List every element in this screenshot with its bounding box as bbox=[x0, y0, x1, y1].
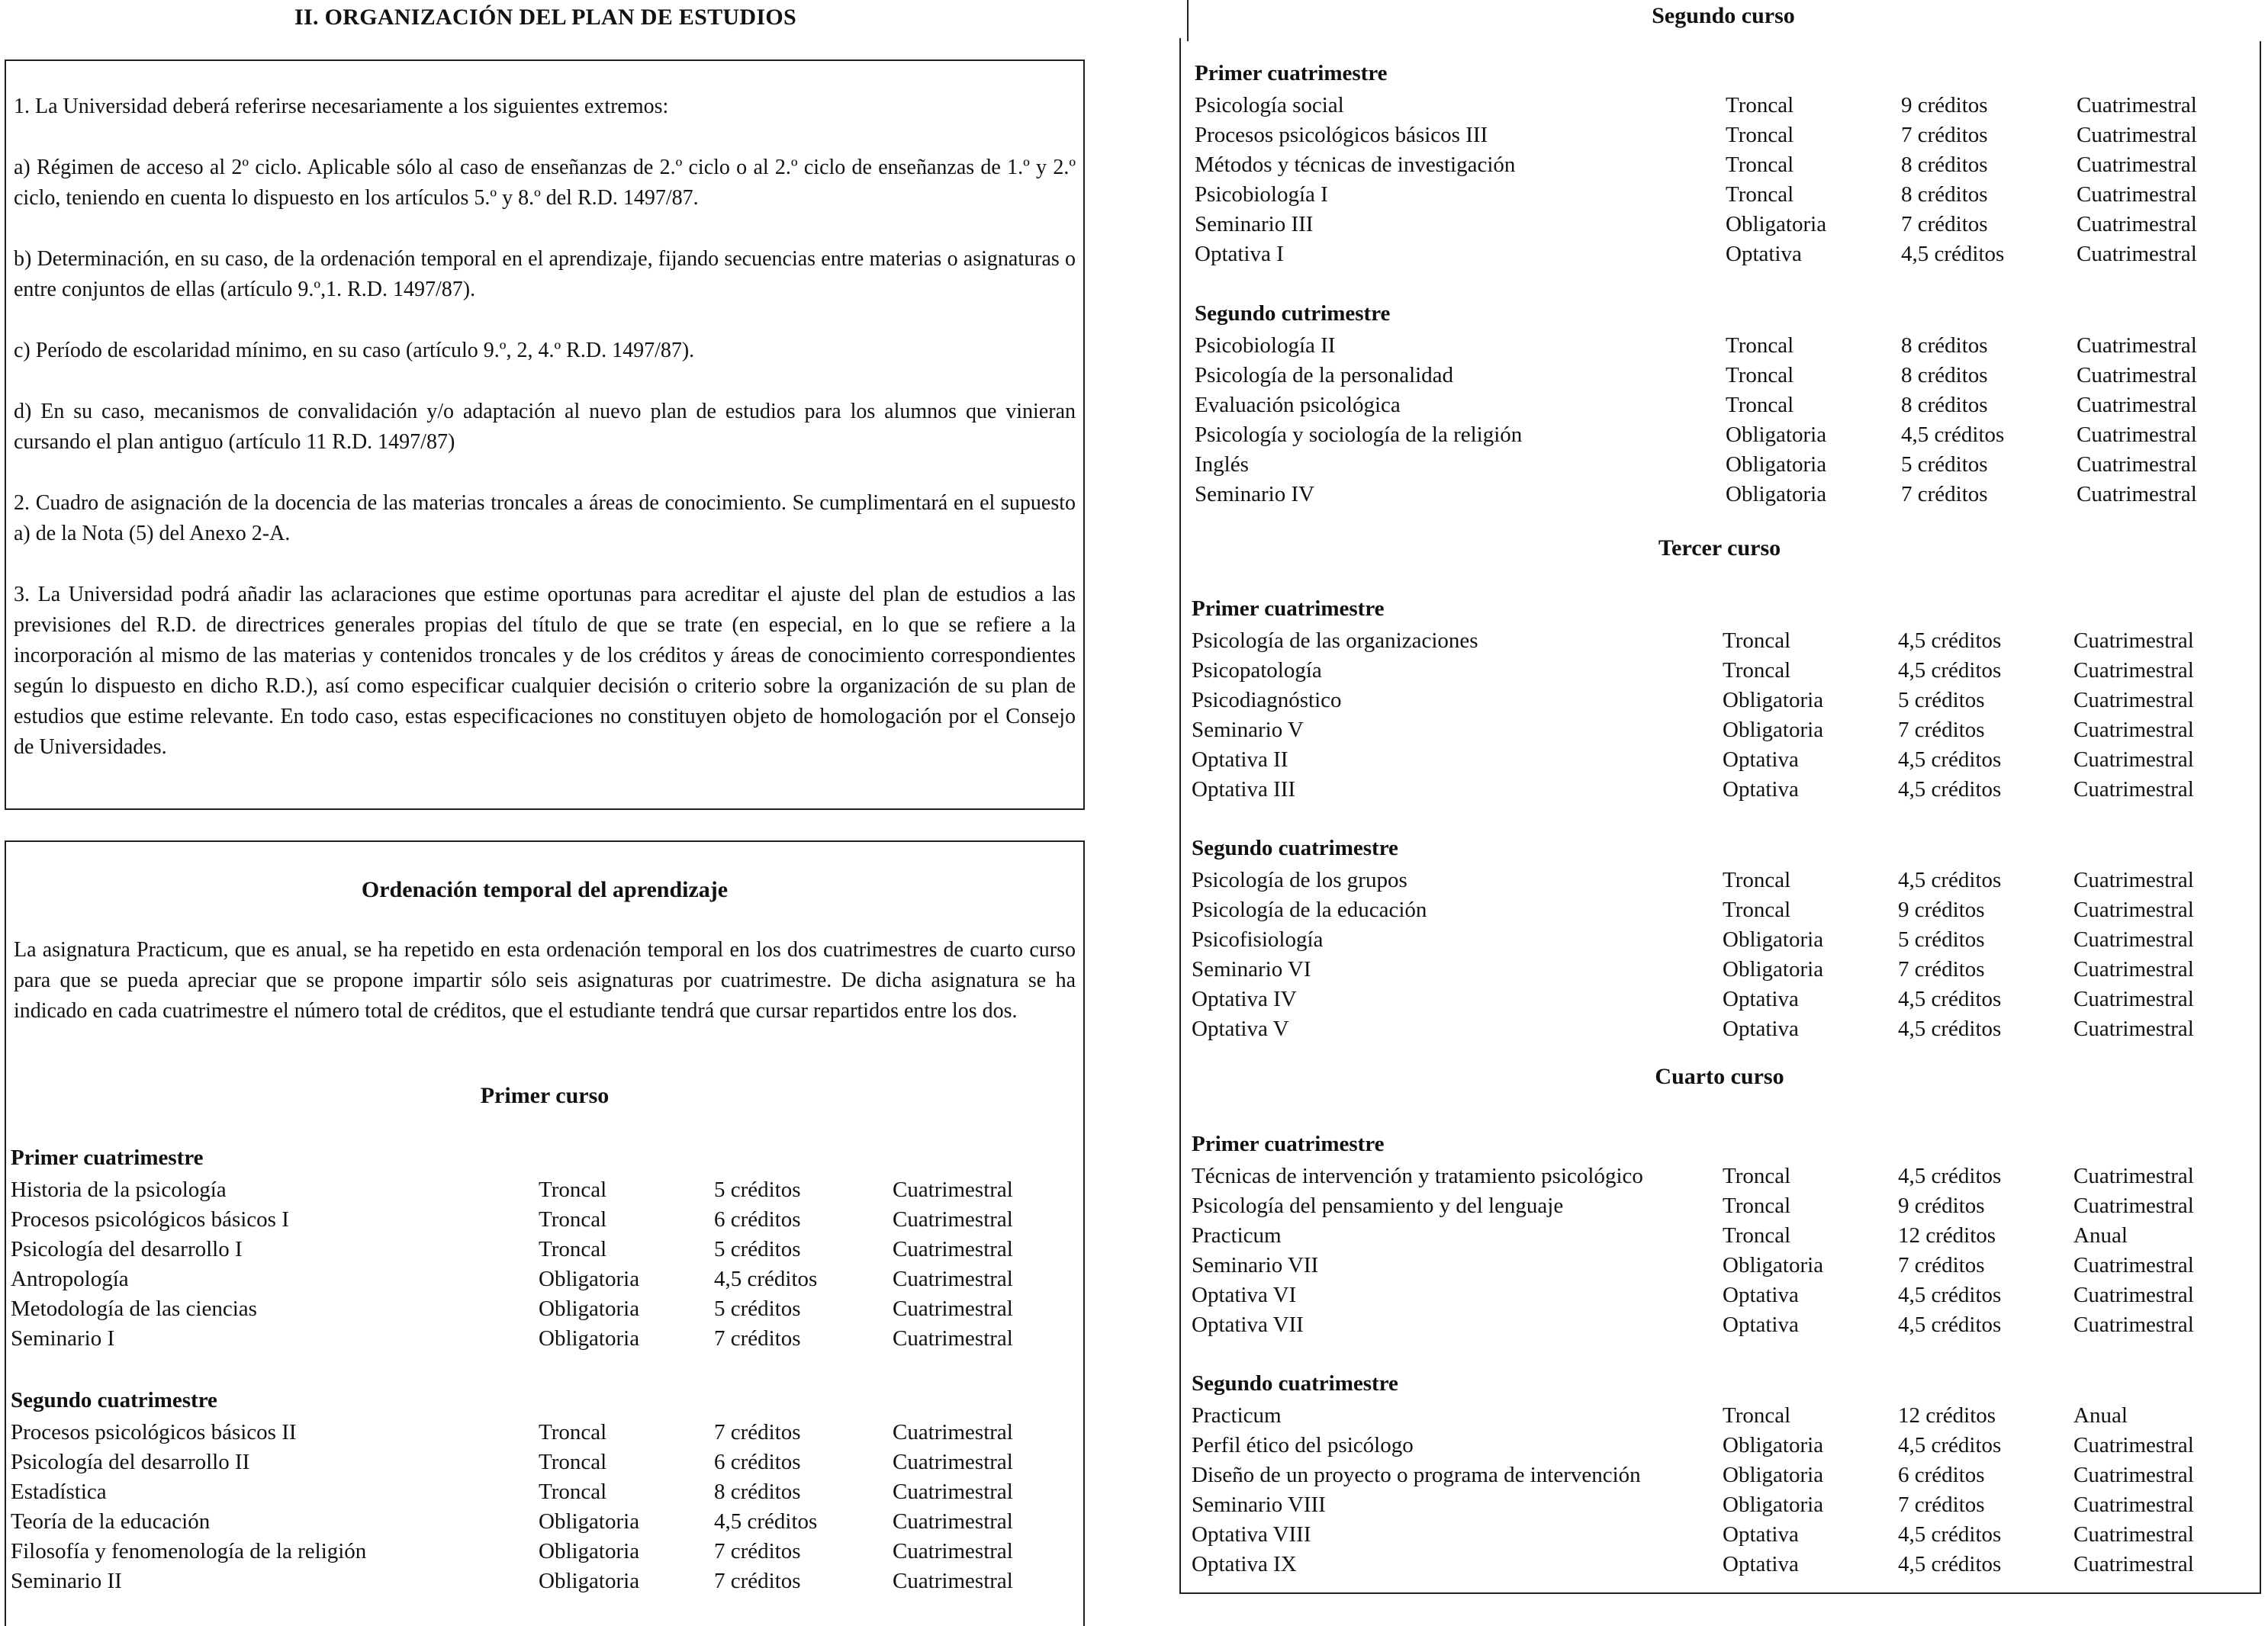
subject-duration: Cuatrimestral bbox=[2073, 1283, 2194, 1307]
subject-type: Obligatoria bbox=[1726, 482, 1827, 506]
subject-name: Seminario IV bbox=[1195, 482, 1315, 506]
subject-type: Optativa bbox=[1723, 1313, 1799, 1337]
subject-name: Practicum bbox=[1192, 1223, 1282, 1248]
table-row bbox=[0, 985, 2268, 1014]
subject-name: Optativa V bbox=[1192, 1017, 1289, 1041]
subject-type: Obligatoria bbox=[1723, 688, 1824, 712]
subject-type: Troncal bbox=[539, 1178, 607, 1202]
subject-duration: Cuatrimestral bbox=[2073, 1164, 2194, 1188]
table-row bbox=[0, 361, 2268, 390]
subject-duration: Cuatrimestral bbox=[2073, 1522, 2194, 1547]
subject-name: Psicopatología bbox=[1192, 658, 1322, 683]
subject-type: Obligatoria bbox=[539, 1297, 640, 1321]
subject-credits: 4,5 créditos bbox=[1901, 242, 2005, 266]
table-row bbox=[0, 210, 2268, 239]
subject-duration: Cuatrimestral bbox=[2073, 868, 2194, 892]
subject-duration: Cuatrimestral bbox=[2073, 1493, 2194, 1517]
subject-duration: Cuatrimestral bbox=[893, 1237, 1013, 1261]
subject-duration: Cuatrimestral bbox=[2073, 1552, 2194, 1576]
subject-type: Obligatoria bbox=[1726, 212, 1827, 236]
subject-type: Troncal bbox=[1726, 153, 1794, 177]
subject-name: Psicología de la educación bbox=[1192, 898, 1427, 922]
subject-credits: 7 créditos bbox=[1901, 482, 1988, 506]
table-row bbox=[0, 1310, 2268, 1340]
subject-name: Seminario V bbox=[1192, 718, 1304, 742]
subject-credits: 4,5 créditos bbox=[714, 1509, 818, 1534]
subject-type: Obligatoria bbox=[1723, 927, 1824, 952]
subject-credits: 4,5 créditos bbox=[1898, 747, 2002, 772]
instruction-paragraph: c) Período de escolaridad mínimo, en su caso (artículo 9.º, 2, 4.º R.D. 1497/87). bbox=[14, 339, 695, 362]
subject-name: Teoría de la educación bbox=[11, 1509, 211, 1534]
table-row bbox=[0, 420, 2268, 450]
subject-type: Obligatoria bbox=[1723, 1253, 1824, 1277]
subject-duration: Cuatrimestral bbox=[2073, 957, 2194, 982]
subject-duration: Cuatrimestral bbox=[2077, 182, 2197, 207]
subject-duration: Cuatrimestral bbox=[2077, 452, 2197, 477]
subject-credits: 8 créditos bbox=[1901, 393, 1988, 417]
subject-credits: 9 créditos bbox=[1901, 93, 1988, 117]
course-title: Cuarto curso bbox=[1655, 1064, 1784, 1089]
subject-credits: 8 créditos bbox=[1901, 333, 1988, 358]
semester-title: Segundo cuatrimestre bbox=[11, 1388, 217, 1412]
subject-duration: Cuatrimestral bbox=[2073, 987, 2194, 1011]
subject-type: Obligatoria bbox=[1723, 1463, 1824, 1487]
table-row bbox=[0, 239, 2268, 269]
box-title: Ordenación temporal del aprendizaje bbox=[361, 877, 729, 902]
subject-duration: Cuatrimestral bbox=[893, 1326, 1013, 1351]
subject-duration: Cuatrimestral bbox=[2073, 1253, 2194, 1277]
semester-title: Primer cuatrimestre bbox=[1195, 61, 1388, 85]
subject-credits: 4,5 créditos bbox=[714, 1267, 818, 1291]
subject-duration: Cuatrimestral bbox=[2077, 482, 2197, 506]
subject-name: Optativa I bbox=[1195, 242, 1284, 266]
subject-name: Psicología y sociología de la religión bbox=[1195, 423, 1523, 447]
subject-type: Obligatoria bbox=[539, 1539, 640, 1563]
subject-duration: Cuatrimestral bbox=[893, 1480, 1013, 1504]
subject-duration: Cuatrimestral bbox=[2073, 718, 2194, 742]
subject-credits: 5 créditos bbox=[714, 1297, 801, 1321]
subject-duration: Cuatrimestral bbox=[2077, 333, 2197, 358]
table-row bbox=[0, 1281, 2268, 1310]
table-row bbox=[0, 866, 2268, 895]
subject-duration: Cuatrimestral bbox=[2073, 1433, 2194, 1457]
subject-duration: Cuatrimestral bbox=[893, 1267, 1013, 1291]
subject-name: Optativa III bbox=[1192, 777, 1296, 802]
page-title: II. ORGANIZACIÓN DEL PLAN DE ESTUDIOS bbox=[294, 5, 796, 30]
subject-name: Psicobiología I bbox=[1195, 182, 1328, 207]
instruction-paragraph: b) Determinación, en su caso, de la ordenación temporal en el aprendizaje, fijando secuencias entre materias o asignaturas o entre conjuntos de ellas (artículo 9.º,1. R.D. 1497/87). bbox=[14, 247, 1076, 301]
table-row bbox=[0, 1461, 2268, 1490]
semester-title: Primer cuatrimestre bbox=[11, 1146, 204, 1170]
right-column-border bbox=[2260, 41, 2261, 1594]
subject-name: Optativa VII bbox=[1192, 1313, 1304, 1337]
subject-type: Troncal bbox=[1726, 182, 1794, 207]
subject-name: Optativa VI bbox=[1192, 1283, 1297, 1307]
subject-name: Practicum bbox=[1192, 1403, 1282, 1428]
subject-name: Seminario VII bbox=[1192, 1253, 1319, 1277]
subject-duration: Cuatrimestral bbox=[2073, 1017, 2194, 1041]
subject-type: Obligatoria bbox=[539, 1326, 640, 1351]
table-row bbox=[0, 1251, 2268, 1281]
subject-credits: 4,5 créditos bbox=[1898, 1017, 2002, 1041]
table-row bbox=[0, 715, 2268, 745]
subject-credits: 8 créditos bbox=[1901, 363, 1988, 387]
subject-credits: 7 créditos bbox=[714, 1326, 801, 1351]
subject-credits: 7 créditos bbox=[1898, 718, 1985, 742]
subject-credits: 4,5 créditos bbox=[1898, 658, 2002, 683]
subject-type: Troncal bbox=[1723, 1194, 1791, 1218]
subject-type: Obligatoria bbox=[539, 1569, 640, 1593]
subject-credits: 5 créditos bbox=[1898, 688, 1985, 712]
subject-duration: Cuatrimestral bbox=[2073, 1194, 2194, 1218]
subject-credits: 4,5 créditos bbox=[1898, 868, 2002, 892]
table-row bbox=[0, 895, 2268, 925]
subject-name: Psicología social bbox=[1195, 93, 1344, 117]
subject-credits: 7 créditos bbox=[1898, 957, 1985, 982]
subject-credits: 4,5 créditos bbox=[1901, 423, 2005, 447]
table-row bbox=[0, 1490, 2268, 1520]
subject-type: Troncal bbox=[539, 1420, 607, 1444]
table-row bbox=[0, 180, 2268, 210]
subject-duration: Cuatrimestral bbox=[2077, 153, 2197, 177]
table-row bbox=[0, 1162, 2268, 1191]
subject-duration: Cuatrimestral bbox=[2073, 658, 2194, 683]
table-row bbox=[0, 150, 2268, 180]
subject-name: Procesos psicológicos básicos III bbox=[1195, 123, 1488, 147]
subject-type: Optativa bbox=[1723, 1552, 1799, 1576]
subject-duration: Cuatrimestral bbox=[893, 1509, 1013, 1534]
semester-title: Primer cuatrimestre bbox=[1192, 596, 1385, 621]
table-row bbox=[0, 1401, 2268, 1431]
subject-name: Métodos y técnicas de investigación bbox=[1195, 153, 1516, 177]
semester-title: Segundo cuatrimestre bbox=[1192, 1371, 1398, 1396]
subject-type: Troncal bbox=[1726, 363, 1794, 387]
subject-credits: 7 créditos bbox=[1901, 123, 1988, 147]
subject-name: Seminario II bbox=[11, 1569, 122, 1593]
subject-duration: Cuatrimestral bbox=[2073, 747, 2194, 772]
subject-credits: 12 créditos bbox=[1898, 1223, 1996, 1248]
subject-duration: Anual bbox=[2073, 1403, 2128, 1428]
table-row bbox=[0, 1191, 2268, 1221]
subject-credits: 8 créditos bbox=[1901, 182, 1988, 207]
table-row bbox=[0, 1431, 2268, 1461]
intro-paragraph: La asignatura Practicum, que es anual, se ha repetido en esta ordenación temporal en los dos cuatrimestres de cuarto curso para que se pueda apreciar que se propone impartir sólo seis asignaturas por cuatrimestre. De dicha asignatura se ha indicado en cada cuatrimestre el número total de créditos, que el estudiante tendrá que cursar repartidos entre los dos. bbox=[14, 938, 1076, 1023]
subject-name: Metodología de las ciencias bbox=[11, 1297, 257, 1321]
subject-type: Optativa bbox=[1723, 777, 1799, 802]
subject-duration: Cuatrimestral bbox=[893, 1207, 1013, 1232]
subject-duration: Cuatrimestral bbox=[2073, 777, 2194, 802]
subject-name: Psicología del pensamiento y del lenguaje bbox=[1192, 1194, 1564, 1218]
subject-credits: 4,5 créditos bbox=[1898, 987, 2002, 1011]
subject-name: Seminario I bbox=[11, 1326, 115, 1351]
subject-duration: Cuatrimestral bbox=[2073, 898, 2194, 922]
subject-credits: 9 créditos bbox=[1898, 898, 1985, 922]
subject-duration: Cuatrimestral bbox=[893, 1178, 1013, 1202]
course-title: Segundo curso bbox=[1652, 3, 1795, 28]
subject-credits: 8 créditos bbox=[714, 1480, 801, 1504]
subject-duration: Anual bbox=[2073, 1223, 2128, 1248]
subject-credits: 4,5 créditos bbox=[1898, 628, 2002, 653]
subject-name: Filosofía y fenomenología de la religión bbox=[11, 1539, 367, 1563]
subject-credits: 4,5 créditos bbox=[1898, 777, 2002, 802]
subject-duration: Cuatrimestral bbox=[2077, 242, 2197, 266]
subject-credits: 5 créditos bbox=[1901, 452, 1988, 477]
subject-type: Optativa bbox=[1723, 1017, 1799, 1041]
subject-type: Troncal bbox=[1723, 1403, 1791, 1428]
subject-name: Psicología del desarrollo II bbox=[11, 1450, 250, 1474]
subject-duration: Cuatrimestral bbox=[2077, 93, 2197, 117]
semester-title: Segundo cuatrimestre bbox=[1192, 836, 1398, 860]
subject-name: Técnicas de intervención y tratamiento psicológico bbox=[1192, 1164, 1643, 1188]
subject-credits: 7 créditos bbox=[714, 1539, 801, 1563]
subject-name: Evaluación psicológica bbox=[1195, 393, 1401, 417]
subject-type: Troncal bbox=[1723, 658, 1791, 683]
subject-duration: Cuatrimestral bbox=[2077, 423, 2197, 447]
subject-duration: Cuatrimestral bbox=[893, 1539, 1013, 1563]
subject-type: Troncal bbox=[1726, 123, 1794, 147]
subject-name: Psicología de las organizaciones bbox=[1192, 628, 1478, 653]
subject-credits: 7 créditos bbox=[1898, 1493, 1985, 1517]
subject-name: Psicología de la personalidad bbox=[1195, 363, 1454, 387]
subject-credits: 4,5 créditos bbox=[1898, 1552, 2002, 1576]
subject-duration: Cuatrimestral bbox=[893, 1569, 1013, 1593]
subject-type: Troncal bbox=[1726, 93, 1794, 117]
subject-type: Obligatoria bbox=[539, 1267, 640, 1291]
subject-credits: 4,5 créditos bbox=[1898, 1433, 2002, 1457]
subject-type: Troncal bbox=[1723, 898, 1791, 922]
subject-name: Seminario III bbox=[1195, 212, 1314, 236]
semester-title: Primer cuatrimestre bbox=[1192, 1132, 1385, 1156]
table-row bbox=[0, 121, 2268, 150]
subject-credits: 7 créditos bbox=[714, 1569, 801, 1593]
table-row bbox=[0, 450, 2268, 480]
subject-type: Troncal bbox=[1726, 333, 1794, 358]
instruction-paragraph: 1. La Universidad deberá referirse necesariamente a los siguientes extremos: bbox=[14, 95, 669, 118]
subject-type: Obligatoria bbox=[1726, 452, 1827, 477]
subject-duration: Cuatrimestral bbox=[2077, 212, 2197, 236]
subject-type: Troncal bbox=[539, 1237, 607, 1261]
subject-duration: Cuatrimestral bbox=[2073, 1463, 2194, 1487]
subject-name: Psicología del desarrollo I bbox=[11, 1237, 243, 1261]
subject-name: Perfil ético del psicólogo bbox=[1192, 1433, 1414, 1457]
subject-type: Optativa bbox=[1723, 747, 1799, 772]
subject-name: Optativa VIII bbox=[1192, 1522, 1311, 1547]
subject-type: Optativa bbox=[1723, 987, 1799, 1011]
table-row bbox=[0, 1221, 2268, 1251]
table-row bbox=[0, 1550, 2268, 1579]
table-row bbox=[0, 331, 2268, 361]
table-row bbox=[0, 686, 2268, 715]
subject-credits: 4,5 créditos bbox=[1898, 1522, 2002, 1547]
table-row bbox=[0, 91, 2268, 121]
subject-credits: 4,5 créditos bbox=[1898, 1283, 2002, 1307]
subject-name: Psicología de los grupos bbox=[1192, 868, 1407, 892]
table-row bbox=[0, 390, 2268, 420]
subject-name: Seminario VIII bbox=[1192, 1493, 1326, 1517]
subject-name: Procesos psicológicos básicos II bbox=[11, 1420, 297, 1444]
subject-type: Obligatoria bbox=[1723, 957, 1824, 982]
subject-name: Psicofisiología bbox=[1192, 927, 1324, 952]
subject-duration: Cuatrimestral bbox=[893, 1450, 1013, 1474]
subject-duration: Cuatrimestral bbox=[2073, 628, 2194, 653]
table-row bbox=[0, 626, 2268, 656]
table-row bbox=[0, 480, 2268, 509]
subject-credits: 5 créditos bbox=[714, 1237, 801, 1261]
subject-duration: Cuatrimestral bbox=[2077, 363, 2197, 387]
subject-credits: 7 créditos bbox=[1901, 212, 1988, 236]
subject-duration: Cuatrimestral bbox=[2073, 688, 2194, 712]
right-column-border bbox=[1179, 38, 1181, 1594]
subject-credits: 9 créditos bbox=[1898, 1194, 1985, 1218]
subject-name: Diseño de un proyecto o programa de intervención bbox=[1192, 1463, 1641, 1487]
subject-credits: 6 créditos bbox=[714, 1207, 801, 1232]
table-row bbox=[0, 1520, 2268, 1550]
subject-type: Obligatoria bbox=[1726, 423, 1827, 447]
instruction-paragraph: 2. Cuadro de asignación de la docencia de las materias troncales a áreas de conocimiento. Se cumplimentará en el supuesto a) de la Nota (5) del Anexo 2-A. bbox=[14, 491, 1076, 545]
subject-type: Troncal bbox=[539, 1450, 607, 1474]
subject-credits: 6 créditos bbox=[1898, 1463, 1985, 1487]
course-title: Primer curso bbox=[480, 1083, 610, 1108]
subject-type: Optativa bbox=[1723, 1283, 1799, 1307]
subject-duration: Cuatrimestral bbox=[893, 1297, 1013, 1321]
subject-name: Optativa IX bbox=[1192, 1552, 1297, 1576]
subject-name: Optativa II bbox=[1192, 747, 1288, 772]
subject-name: Procesos psicológicos básicos I bbox=[11, 1207, 289, 1232]
subject-type: Obligatoria bbox=[1723, 1493, 1824, 1517]
subject-credits: 5 créditos bbox=[714, 1178, 801, 1202]
subject-duration: Cuatrimestral bbox=[2077, 123, 2197, 147]
semester-title: Segundo cutrimestre bbox=[1195, 301, 1391, 326]
subject-credits: 7 créditos bbox=[714, 1420, 801, 1444]
subject-duration: Cuatrimestral bbox=[2077, 393, 2197, 417]
subject-type: Troncal bbox=[1723, 1223, 1791, 1248]
subject-name: Optativa IV bbox=[1192, 987, 1297, 1011]
subject-type: Troncal bbox=[1726, 393, 1794, 417]
subject-name: Psicodiagnóstico bbox=[1192, 688, 1342, 712]
subject-credits: 12 créditos bbox=[1898, 1403, 1996, 1428]
subject-type: Optativa bbox=[1726, 242, 1802, 266]
table-row bbox=[0, 775, 2268, 805]
subject-type: Obligatoria bbox=[539, 1509, 640, 1534]
course-title: Tercer curso bbox=[1658, 535, 1781, 561]
table-row bbox=[0, 955, 2268, 985]
subject-duration: Cuatrimestral bbox=[2073, 1313, 2194, 1337]
subject-type: Obligatoria bbox=[1723, 718, 1824, 742]
subject-type: Optativa bbox=[1723, 1522, 1799, 1547]
subject-credits: 5 créditos bbox=[1898, 927, 1985, 952]
subject-name: Inglés bbox=[1195, 452, 1249, 477]
subject-credits: 6 créditos bbox=[714, 1450, 801, 1474]
subject-type: Troncal bbox=[539, 1480, 607, 1504]
subject-duration: Cuatrimestral bbox=[893, 1420, 1013, 1444]
table-row bbox=[0, 1014, 2268, 1044]
subject-credits: 8 créditos bbox=[1901, 153, 1988, 177]
subject-type: Troncal bbox=[539, 1207, 607, 1232]
table-row bbox=[0, 656, 2268, 686]
subject-type: Troncal bbox=[1723, 1164, 1791, 1188]
instruction-paragraph: a) Régimen de acceso al 2º ciclo. Aplicable sólo al caso de enseñanzas de 2.º ciclo o al 2.º ciclo de enseñanzas de 1.º y 2.º ciclo, teniendo en cuenta lo dispuesto en los artículos 5.º y 8.º del R.D. 1497/87. bbox=[14, 156, 1076, 210]
subject-credits: 7 créditos bbox=[1898, 1253, 1985, 1277]
subject-type: Troncal bbox=[1723, 868, 1791, 892]
subject-duration: Cuatrimestral bbox=[2073, 927, 2194, 952]
subject-name: Antropología bbox=[11, 1267, 129, 1291]
table-row bbox=[0, 745, 2268, 775]
subject-type: Obligatoria bbox=[1723, 1433, 1824, 1457]
subject-name: Historia de la psicología bbox=[11, 1178, 227, 1202]
instruction-paragraph: 3. La Universidad podrá añadir las aclaraciones que estime oportunas para acreditar el ajuste del plan de estudios a las previsiones del R.D. de directrices generales propias del título de que se trate (en especial, en lo que se refiere a la incorporación al mismo de las materias y contenidos troncales y de los créditos y áreas de conocimiento correspondientes según lo dispuesto en dicho R.D.), así como especificar cualquier decisión o criterio sobre la organización de su plan de estudios que estime relevante. En todo caso, estas especificaciones no constituyen objeto de homologación por el Consejo de Universidades. bbox=[14, 583, 1076, 759]
subject-name: Psicobiología II bbox=[1195, 333, 1336, 358]
subject-credits: 4,5 créditos bbox=[1898, 1164, 2002, 1188]
subject-type: Troncal bbox=[1723, 628, 1791, 653]
table-row bbox=[0, 925, 2268, 955]
subject-name: Seminario VI bbox=[1192, 957, 1311, 982]
instruction-paragraph: d) En su caso, mecanismos de convalidación y/o adaptación al nuevo plan de estudios para los alumnos que vinieran cursando el plan antiguo (artículo 11 R.D. 1497/87) bbox=[14, 400, 1076, 454]
subject-name: Estadística bbox=[11, 1480, 107, 1504]
subject-credits: 4,5 créditos bbox=[1898, 1313, 2002, 1337]
